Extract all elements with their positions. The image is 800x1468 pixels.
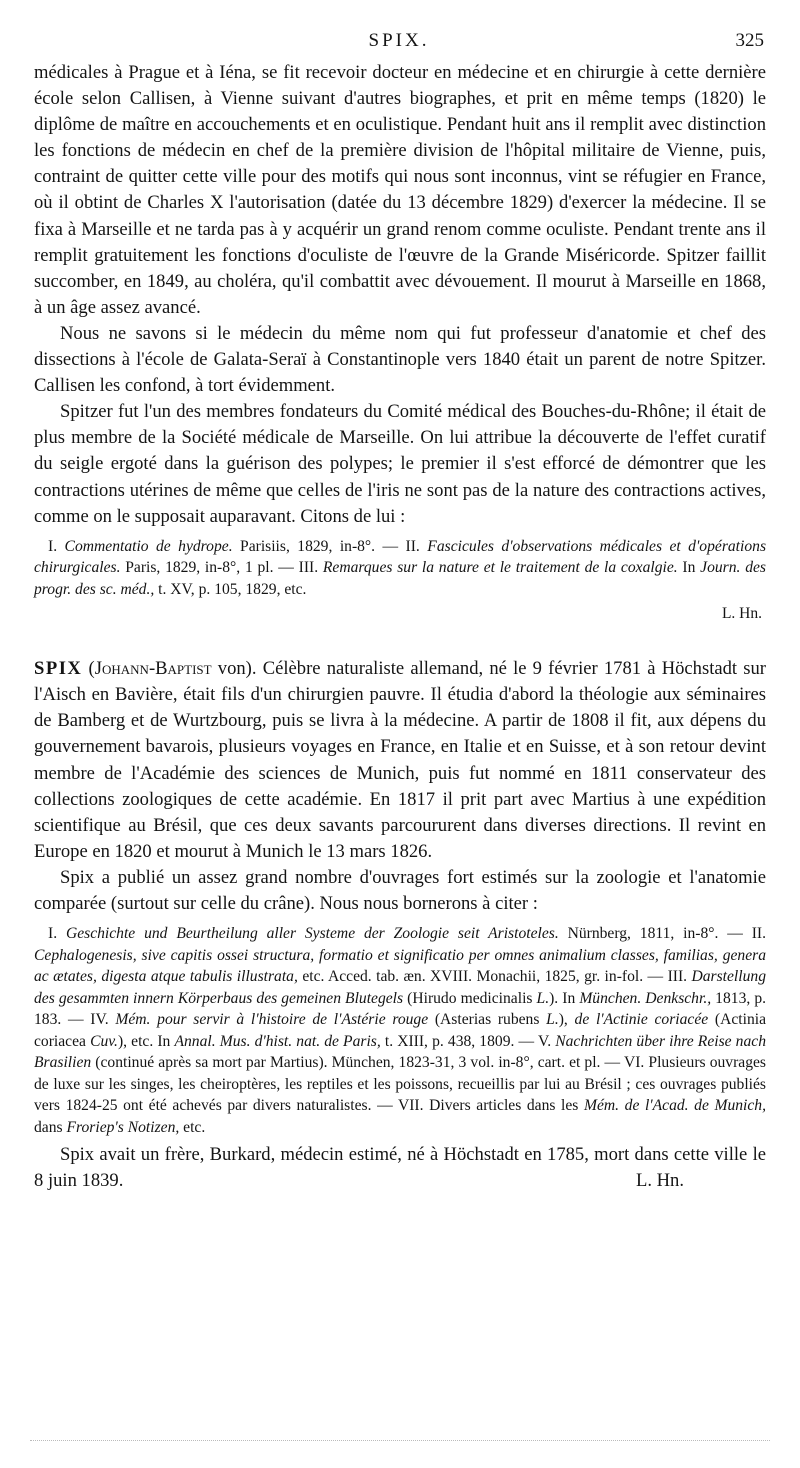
bib-journal: Annal. Mus. d'hist. nat. de Paris, [174, 1032, 381, 1050]
spix-paragraph-3 [34, 1142, 766, 1194]
bib-number: III. [298, 559, 319, 577]
bib-journal: Journ. des progr. des sc. méd., [34, 559, 766, 598]
running-head [34, 30, 764, 54]
bib-imprint: t. XV, p. 105, 1829, etc. [154, 580, 307, 598]
bib-title: Remarques sur la nature et le traitement de la coxalgie. [322, 559, 678, 577]
bib-text: Nürnberg, 1811, in-8°. — II. [558, 925, 766, 943]
bib-journal: München. Denkschr., [579, 989, 712, 1007]
entry-headword: SPIX [34, 658, 83, 680]
spix-bibliography [34, 923, 766, 1138]
bib-text: I. [48, 925, 66, 943]
bib-text: (Actinia coriacea [34, 1011, 766, 1050]
spix-signature: L. Hn. [635, 1170, 684, 1192]
bib-text: t. XIII, p. 438, 1809. — V. [380, 1032, 556, 1050]
bib-text: ), etc. In [117, 1032, 175, 1050]
spix-paragraph-2: Spix a publié un assez grand nombre d'ouvrages fort estimés sur la zoologie et l'anatomie comparée (surtout sur celle du crâne). Nous nous bornerons à citer : [34, 866, 766, 915]
bib-text: etc. Acced. tab. æn. XVIII. Monachii, 1825, gr. in-fol. — III. [297, 968, 692, 986]
bib-text: ). In [549, 989, 580, 1007]
page-number: 325 [735, 30, 764, 51]
bib-journal: Mém. de l'Acad. de Munich, [583, 1097, 766, 1115]
bib-journal: Froriep's Notizen, [66, 1118, 180, 1136]
bib-author: L. [536, 989, 550, 1007]
bib-title: Geschichte und Beurtheilung aller Systeme der Zoologie seit Aristoteles. [65, 925, 559, 943]
page-bottom-rule [30, 1440, 770, 1441]
bib-title: Cephalogenesis, sive capitis ossei structura, formatio et significatio per omnes animalium classes, familias, genera ac ætates, digesta atque tabulis illustrata, [34, 946, 766, 986]
entry-name-close: von). [211, 658, 257, 680]
spix-biography: Célèbre naturaliste allemand, né le 9 février 1781 à Höchstadt sur l'Aisch en Bavière, était fils d'un chirurgien pauvre. Il étudia d'abord la théologie aux séminaires de Bamberg et de Wurtzbourg, puis se livra à la médecine. A partir de 1808 il fit, aux dépens du gouvernement bavarois, plusieurs voyages en France, en Italie et en Suisse, et à son retour devint membre de l'Académie des sciences de Munich, puis fut nommé en 1811 conservateur des collections zoologiques de cette académie. En 1817 il prit part avec Martius à une expédition scientifique au Brésil, que ces deux savants parcoururent dans diverses directions. Il revint en Europe en 1820 et mourut à Munich le 13 mars 1826. [34, 658, 766, 862]
spix-paragraph-1 [34, 656, 766, 865]
bib-text: 1813, p. 183. — IV. [34, 989, 767, 1029]
bib-number: II. [405, 537, 420, 555]
bib-text: (Hirudo medicinalis [403, 989, 537, 1007]
spitzer-paragraph-2: Nous ne savons si le médecin du même nom qui fut professeur d'anatomie et chef des dissections à l'école de Galata-Seraï à Constantinople vers 1840 était un parent de notre Spitzer. Callisen les confond, à tort évidemment. [34, 322, 766, 397]
article-body [34, 60, 766, 1194]
bib-text: etc. [179, 1118, 206, 1136]
bib-text: dans [34, 1118, 67, 1136]
bib-number: I. [48, 537, 58, 555]
bib-title: Mém. pour servir à l'histoire de l'Astérie rouge [115, 1011, 429, 1029]
bib-author: Cuv. [90, 1032, 118, 1050]
entry-forename: Johann-Baptist [94, 658, 212, 680]
bib-text: (continué après sa mort par Martius). München, 1823-31, 3 vol. in-8°, cart. et pl. — VI. Plusieurs ouvrages de luxe sur les singes, les cheiroptères, les reptiles et les poissons, recueillis par lui au Brésil ; ces ouvrages publiés vers 1824-25 ont été achevés par divers naturalistes. — VII. Divers articles dans les [34, 1054, 766, 1115]
bib-title: Nachrichten über ihre Reise nach Brasilien [34, 1032, 766, 1072]
bib-author: L. [546, 1011, 559, 1029]
bib-title: Fascicules d'observations médicales et d'opérations chirurgicales. [34, 537, 767, 577]
bib-text: (Asterias rubens [428, 1011, 547, 1029]
running-title: SPIX. [368, 30, 430, 51]
bib-imprint: In [677, 559, 701, 577]
bib-imprint: Parisiis, 1829, in-8°. — [232, 537, 406, 555]
spitzer-signature: L. Hn. [721, 605, 762, 623]
bib-imprint: Paris, 1829, in-8°, 1 pl. — [120, 559, 299, 577]
spitzer-paragraph-1: médicales à Prague et à Iéna, se fit recevoir docteur en médecine et en chirurgie à cette dernière école selon Callisen, à Vienne suivant d'autres biographes, et prit en même temps (1820) le diplôme de maître en accouchements et en oculistique. Pendant huit ans il remplit avec distinction les fonctions de médecin en chef de la première division de l'hôpital militaire de Vienne, puis, contraint de quitter cette ville pour des motifs qui nous sont inconnus, vint se réfugier en France, où il obtint de Charles X l'autorisation (datée du 13 décembre 1829) d'exercer la médecine. Il se fixa à Marseille et ne tarda pas à y acquérir un grand renom comme oculiste. Pendant trente ans il remplit gratuitement les fonctions d'oculiste de l'œuvre de la Grande Miséricorde. Spitzer faillit succomber, en 1849, au choléra, qu'il combattit avec dévouement. Il mourut à Marseille en 1868, à un âge assez avancé. [34, 62, 766, 318]
spitzer-bibliography [34, 536, 766, 601]
bib-title: Commentatio de hydrope. [64, 537, 233, 555]
bib-text: ), [558, 1011, 575, 1029]
spitzer-paragraph-3: Spitzer fut l'un des membres fondateurs du Comité médical des Bouches-du-Rhône; il était de plus membre de la Société médicale de Marseille. On lui attribue la découverte de l'effet curatif du seigle ergoté dans la guérison des polypes; le premier il s'est efforcé de démontrer que les contractions utérines de même que celles de l'iris ne sont pas de la nature des contractions actives, comme on le supposait auparavant. Citons de lui : [34, 401, 766, 527]
bib-title: de l'Actinie coriacée [574, 1011, 709, 1029]
spix-brother-text: Spix avait un frère, Burkard, médecin estimé, né à Höchstadt en 1785, mort dans cette ville le 8 juin 1839. [34, 1144, 766, 1192]
entry-name-open: ( [82, 658, 95, 680]
bib-title: Darstellung des gesammten innern Körperbaus des gemeinen Blutegels [34, 968, 766, 1007]
entry-spacer [34, 634, 766, 656]
